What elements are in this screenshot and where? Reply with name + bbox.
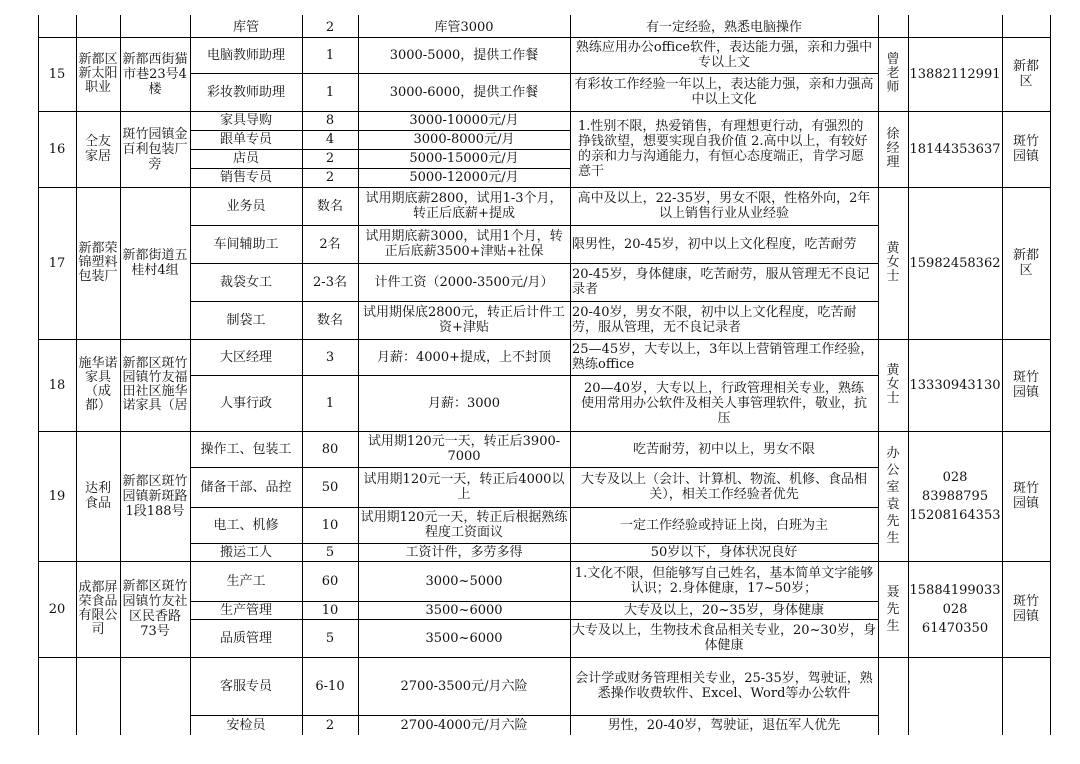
job-salary: 2700-3500元/月六险 xyxy=(400,678,528,694)
job-count: 80 xyxy=(321,441,339,457)
job-title: 店员 xyxy=(232,151,259,166)
job-listing-table xyxy=(38,15,1055,735)
shared-requirement: 1.性别不限，热爱销售，有理想更行动，有强烈的挣钱欲望，想要实现自我价值 2.高中以上，有较好的亲和力与沟通能力，有恒心态度端正，肯学习愿意干 xyxy=(578,119,868,179)
job-title: 大区经理 xyxy=(219,349,272,365)
job-requirement: 1.文化不限，但能够写自己姓名，基本简单文字能够认识；2.身体健康，17~50岁； xyxy=(574,566,874,596)
job-count: 2 xyxy=(325,19,335,35)
job-count: 2名 xyxy=(319,236,341,252)
contact-person: 徐经理 xyxy=(886,127,900,170)
contact-person: 黄女士 xyxy=(886,241,900,284)
job-requirement: 吃苦耐劳，初中以上，男女不限 xyxy=(632,441,815,457)
company-address: 新都街道五桂村4组 xyxy=(122,248,188,278)
job-title: 车间辅助工 xyxy=(213,236,279,252)
job-count: 1 xyxy=(325,395,335,411)
contact-person: 聂先生 xyxy=(886,584,900,634)
job-salary: 试用期120元一天，转正后根据熟练程度工资面议 xyxy=(360,510,568,540)
area: 斑竹园镇 xyxy=(1012,370,1039,400)
job-title: 品质管理 xyxy=(219,630,272,646)
job-count: 10 xyxy=(321,517,339,533)
job-count: 4 xyxy=(325,132,335,147)
job-salary: 月薪：4000+提成，上不封顶 xyxy=(377,349,551,365)
job-count: 5 xyxy=(325,544,335,560)
job-title: 库管 xyxy=(232,19,259,35)
contact-person: 黄女士 xyxy=(886,363,900,406)
row-number: 18 xyxy=(48,377,66,393)
job-requirement: 20—40岁，大专以上，行政管理相关专业，熟练使用常用办公软件及相关人事管理软件，敬业，抗压 xyxy=(580,380,867,426)
job-count: 3 xyxy=(325,349,335,365)
job-count: 1 xyxy=(325,47,335,63)
job-title: 制袋工 xyxy=(226,312,266,328)
job-salary: 试用期底薪3000，试用1个月，转正后底薪3500+津贴+社保 xyxy=(365,229,563,259)
job-requirement: 20-45岁，身体健康，吃苦耐劳，服从管理无不良记录者 xyxy=(572,267,870,297)
job-count: 1 xyxy=(325,84,335,100)
job-count: 50 xyxy=(321,479,339,495)
job-title: 业务员 xyxy=(226,198,266,214)
company-address: 新都区斑竹园镇新斑路1段188号 xyxy=(122,473,188,519)
company-name: 施华诺家具（成都） xyxy=(78,356,118,413)
row-number: 16 xyxy=(48,141,66,157)
job-requirement: 一定工作经验或持证上岗，白班为主 xyxy=(619,517,828,533)
job-salary: 3500~6000 xyxy=(425,630,503,646)
contact-phone: 13882112991 xyxy=(909,66,1001,82)
job-requirement: 20-40岁，男女不限，初中以上文化程度，吃苦耐劳，服从管理，无不良记录者 xyxy=(572,305,857,335)
job-salary: 3000-10000元/月 xyxy=(409,113,519,128)
area: 新都区 xyxy=(1012,248,1039,278)
job-salary: 5000-15000元/月 xyxy=(409,151,519,166)
job-salary: 试用期底薪2800，试用1-3个月，转正后底薪+提成 xyxy=(365,191,563,221)
job-title: 搬运工人 xyxy=(219,544,272,560)
job-salary: 3000~5000 xyxy=(425,573,503,589)
contact-phone: 15982458362 xyxy=(909,255,1001,271)
row-number: 15 xyxy=(48,66,66,82)
job-count: 数名 xyxy=(316,198,343,214)
job-count: 2 xyxy=(325,170,335,185)
job-count: 2 xyxy=(325,717,335,733)
area: 斑竹园镇 xyxy=(1012,134,1039,164)
job-title: 人事行政 xyxy=(219,395,272,411)
company-name: 新都区新太阳职业 xyxy=(78,52,118,95)
company-address: 斑竹园镇金百利包装厂旁 xyxy=(122,126,188,172)
job-title: 电脑教师助理 xyxy=(206,47,285,63)
job-title: 操作工、包装工 xyxy=(200,441,292,457)
job-requirement: 大专及以上（会计、计算机、物流、机修、食品相关），相关工作经验者优先 xyxy=(580,472,867,502)
job-title: 裁袋女工 xyxy=(219,274,272,290)
job-title: 生产管理 xyxy=(219,602,272,618)
job-title: 储备干部、品控 xyxy=(200,479,292,495)
job-requirement: 高中及以上，22-35岁，男女不限，性格外向，2年以上销售行业从业经验 xyxy=(577,191,871,221)
job-count: 60 xyxy=(321,573,339,589)
job-title: 跟单专员 xyxy=(219,132,272,147)
contact-phone: 18144353637 xyxy=(909,141,1001,157)
job-salary: 库管3000 xyxy=(434,19,494,35)
job-requirement: 大专及以上，生物技术食品相关专业，20~30岁，身体健康 xyxy=(572,623,876,653)
company-name: 新都荣锦塑料包装厂 xyxy=(78,241,118,284)
job-count: 2-3名 xyxy=(313,274,347,290)
contact-phone: 028 83988795 15208164353 xyxy=(909,469,1001,523)
job-count: 6-10 xyxy=(315,678,345,694)
row-number: 19 xyxy=(48,488,66,504)
job-title: 生产工 xyxy=(226,573,266,589)
contact-phone: 13330943130 xyxy=(909,377,1001,393)
company-address: 新都区斑竹园镇竹友社区民香路73号 xyxy=(122,579,188,639)
area: 斑竹园镇 xyxy=(1012,594,1039,624)
job-count: 10 xyxy=(321,602,339,618)
job-requirement: 有一定经验，熟悉电脑操作 xyxy=(645,19,802,35)
area: 新都区 xyxy=(1012,59,1039,89)
job-title: 彩妆教师助理 xyxy=(206,84,285,100)
contact-phone: 15884199033 028 61470350 xyxy=(909,582,1001,636)
job-salary: 5000-12000元/月 xyxy=(409,170,519,185)
job-requirement: 有彩妆工作经验一年以上，表达能力强，亲和力强高中以上文化 xyxy=(574,77,874,107)
job-salary: 3000-5000，提供工作餐 xyxy=(389,47,539,63)
job-requirement: 限男性，20-45岁，初中以上文化程度，吃苦耐劳 xyxy=(572,236,857,252)
job-requirement: 25—45岁，大专以上，3年以上营销管理工作经验，熟练office xyxy=(572,342,874,372)
company-address: 新都区斑竹园镇竹友福田社区施华诺家具（居 xyxy=(122,356,188,413)
job-title: 安检员 xyxy=(226,717,266,733)
job-salary: 试用期保底2800元，转正后计件工资+津贴 xyxy=(362,305,566,335)
company-name: 达利食品 xyxy=(84,481,111,511)
job-requirement: 会计学或财务管理相关专业，25-35岁，驾驶证，熟悉操作收费软件、Excel、Word等办公软件 xyxy=(575,671,873,701)
job-salary: 月薪：3000 xyxy=(427,395,501,411)
job-salary: 工资计件，多劳多得 xyxy=(405,544,523,560)
job-requirement: 大专及以上，20~35岁，身体健康 xyxy=(624,602,824,618)
company-address: 新都西街猫市巷23号4楼 xyxy=(122,51,188,97)
contact-person: 办公室袁先生 xyxy=(886,446,900,546)
row-number: 20 xyxy=(48,601,66,617)
area: 斑竹园镇 xyxy=(1012,481,1039,511)
job-salary: 2700-4000元/月六险 xyxy=(400,717,528,733)
contact-person: 曾老师 xyxy=(886,52,900,95)
job-salary: 计件工资（2000-3500元/月） xyxy=(374,274,554,290)
job-salary: 试用期120元一天，转正后3900-7000 xyxy=(367,434,561,464)
company-name: 仝友家居 xyxy=(84,134,111,164)
job-count: 5 xyxy=(325,630,335,646)
job-count: 8 xyxy=(325,113,335,128)
row-number: 17 xyxy=(48,255,66,271)
company-name: 成都屏荣食品有限公司 xyxy=(78,580,118,637)
job-title: 销售专员 xyxy=(219,170,272,185)
job-salary: 3000-8000元/月 xyxy=(413,132,515,147)
job-count: 2 xyxy=(325,151,335,166)
job-requirement: 50岁以下，身体状况良好 xyxy=(650,544,798,560)
job-requirement: 男性，20-40岁，驾驶证，退伍军人优先 xyxy=(607,717,841,733)
job-salary: 3000-6000，提供工作餐 xyxy=(389,84,539,100)
job-salary: 3500~6000 xyxy=(425,602,503,618)
job-title: 电工、机修 xyxy=(213,517,279,533)
job-count: 数名 xyxy=(316,312,343,328)
job-title: 家具导购 xyxy=(219,113,272,128)
job-title: 客服专员 xyxy=(219,678,272,694)
job-requirement: 熟练应用办公office软件，表达能力强，亲和力强中专以上文 xyxy=(575,40,873,70)
job-salary: 试用期120元一天，转正后4000以上 xyxy=(363,472,565,502)
